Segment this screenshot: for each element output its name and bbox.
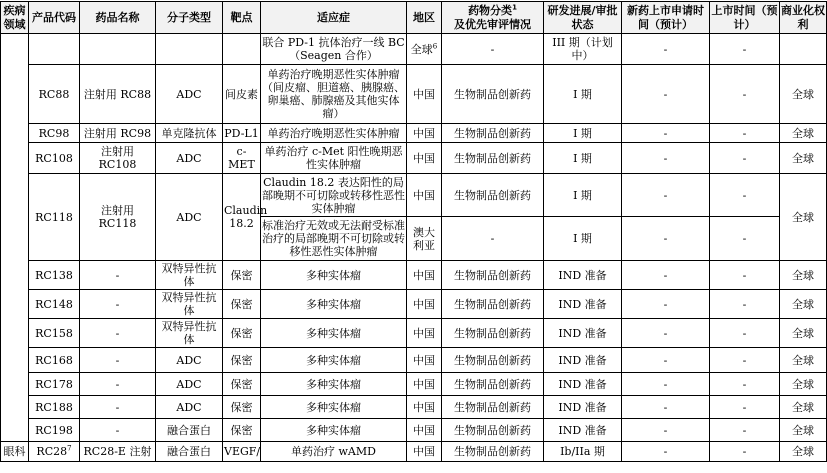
- drug-name-cell: -: [80, 319, 156, 348]
- header-drug-category-footnote: 1: [512, 2, 517, 11]
- drug-name-cell: -: [80, 419, 156, 442]
- nda-cell: -: [622, 319, 710, 348]
- category-cell: 生物制品创新药: [442, 442, 544, 462]
- launch-cell: -: [710, 65, 780, 124]
- rights-cell: 全球: [780, 348, 827, 373]
- launch-cell: -: [710, 174, 780, 217]
- target-cell: 保密: [223, 419, 261, 442]
- category-cell: 生物制品创新药: [442, 261, 544, 290]
- indication-cell: 多种实体瘤: [261, 261, 407, 290]
- nda-cell: -: [622, 174, 710, 217]
- category-cell: 生物制品创新药: [442, 373, 544, 396]
- region-cell: [407, 34, 442, 65]
- target-cell: 保密: [223, 319, 261, 348]
- region-text: 全球: [410, 42, 433, 56]
- table-row: [1, 65, 827, 124]
- pipeline-table: [0, 1, 827, 462]
- indication-cell: 多种实体瘤: [261, 348, 407, 373]
- header-drug-category: [442, 2, 544, 34]
- rights-cell: 全球: [780, 373, 827, 396]
- region-cell: 澳大利亚: [407, 217, 442, 261]
- rights-cell: [780, 34, 827, 65]
- target-cell: PD-L1: [223, 124, 261, 143]
- target-cell: Claudin 18.2: [223, 174, 261, 261]
- target-cell: 间皮素: [223, 65, 261, 124]
- product-code-cell: RC98: [29, 124, 80, 143]
- drug-name-cell: RC28-E 注射: [80, 442, 156, 462]
- nda-cell: -: [622, 65, 710, 124]
- target-cell: VEGF/: [223, 442, 261, 462]
- product-code-cell: [29, 34, 80, 65]
- molecule-type-cell: 双特异性抗体: [156, 319, 223, 348]
- drug-name-cell: 注射用 RC98: [80, 124, 156, 143]
- launch-cell: -: [710, 348, 780, 373]
- drug-name-cell: -: [80, 348, 156, 373]
- launch-cell: -: [710, 217, 780, 261]
- table-row: [1, 124, 827, 143]
- category-cell: 生物制品创新药: [442, 419, 544, 442]
- drug-name-cell: 注射用 RC118: [80, 174, 156, 261]
- drug-name-cell: [80, 34, 156, 65]
- target-cell: 保密: [223, 261, 261, 290]
- status-cell: IND 准备: [544, 319, 622, 348]
- indication-cell: 单药治疗晚期恶性实体肿瘤: [261, 124, 407, 143]
- molecule-type-cell: ADC: [156, 373, 223, 396]
- launch-cell: -: [710, 143, 780, 174]
- rights-cell: 全球: [780, 143, 827, 174]
- rights-cell: 全球: [780, 442, 827, 462]
- launch-cell: -: [710, 373, 780, 396]
- rights-cell: 全球: [780, 124, 827, 143]
- table-row: [1, 143, 827, 174]
- molecule-type-cell: ADC: [156, 65, 223, 124]
- target-cell: 保密: [223, 373, 261, 396]
- header-drug-category-text: 药物分类: [468, 3, 513, 17]
- drug-name-cell: 注射用 RC108: [80, 143, 156, 174]
- category-cell: -: [442, 34, 544, 65]
- molecule-type-cell: 双特异性抗体: [156, 290, 223, 319]
- header-commercial-rights: 商业化权利: [780, 2, 827, 34]
- header-target: 靶点: [223, 2, 261, 34]
- launch-cell: -: [710, 419, 780, 442]
- nda-cell: -: [622, 34, 710, 65]
- status-cell: IND 准备: [544, 419, 622, 442]
- disease-area-cell: 眼科: [1, 442, 29, 462]
- indication-cell: 单药治疗晚期恶性实体肿瘤（间皮瘤、胆道癌、胰腺癌、卵巢癌、肺腺癌及其他实体瘤）: [261, 65, 407, 124]
- category-cell: 生物制品创新药: [442, 319, 544, 348]
- target-cell: c-MET: [223, 143, 261, 174]
- product-code-cell: RC148: [29, 290, 80, 319]
- region-cell: 中国: [407, 373, 442, 396]
- category-cell: 生物制品创新药: [442, 348, 544, 373]
- indication-cell: 多种实体瘤: [261, 373, 407, 396]
- rights-cell: 全球: [780, 174, 827, 261]
- product-code-footnote: 7: [67, 444, 72, 453]
- header-indication: 适应症: [261, 2, 407, 34]
- molecule-type-cell: ADC: [156, 348, 223, 373]
- table-row: [1, 348, 827, 373]
- status-cell: IND 准备: [544, 261, 622, 290]
- status-cell: IND 准备: [544, 290, 622, 319]
- rights-cell: 全球: [780, 261, 827, 290]
- rights-cell: 全球: [780, 419, 827, 442]
- status-cell: Ib/IIa 期: [544, 442, 622, 462]
- launch-cell: -: [710, 319, 780, 348]
- region-footnote: 6: [432, 41, 438, 50]
- status-cell: I 期: [544, 143, 622, 174]
- product-code-cell: RC168: [29, 348, 80, 373]
- table-row: [1, 319, 827, 348]
- nda-cell: -: [622, 396, 710, 419]
- indication-cell: 多种实体瘤: [261, 319, 407, 348]
- product-code-text: RC28: [36, 445, 68, 458]
- indication-cell: 单药治疗 wAMD: [261, 442, 407, 462]
- nda-cell: -: [622, 124, 710, 143]
- launch-cell: -: [710, 261, 780, 290]
- target-cell: 保密: [223, 290, 261, 319]
- header-nda-time: 新药上市申请时间（预计）: [622, 2, 710, 34]
- region-cell: 中国: [407, 261, 442, 290]
- status-cell: IND 准备: [544, 348, 622, 373]
- header-drug-category-subtext: 及优先审评情况: [454, 17, 531, 31]
- region-cell: 中国: [407, 174, 442, 217]
- drug-name-cell: -: [80, 396, 156, 419]
- molecule-type-cell: [156, 34, 223, 65]
- launch-cell: -: [710, 290, 780, 319]
- region-cell: 中国: [407, 124, 442, 143]
- launch-cell: -: [710, 396, 780, 419]
- header-row: [1, 2, 827, 34]
- nda-cell: -: [622, 442, 710, 462]
- region-cell: 中国: [407, 419, 442, 442]
- target-cell: 保密: [223, 348, 261, 373]
- product-code-cell: [29, 442, 80, 462]
- region-cell: 中国: [407, 65, 442, 124]
- drug-name-cell: 注射用 RC88: [80, 65, 156, 124]
- category-cell: 生物制品创新药: [442, 143, 544, 174]
- table-row: [1, 419, 827, 442]
- region-cell: 中国: [407, 143, 442, 174]
- nda-cell: -: [622, 143, 710, 174]
- indication-cell: 多种实体瘤: [261, 396, 407, 419]
- category-cell: 生物制品创新药: [442, 396, 544, 419]
- product-code-cell: RC108: [29, 143, 80, 174]
- nda-cell: -: [622, 290, 710, 319]
- indication-cell: Claudin 18.2 表达阳性的局部晚期不可切除或转移性恶性实体肿瘤: [262, 175, 405, 215]
- category-cell: 生物制品创新药: [442, 290, 544, 319]
- region-cell: 中国: [407, 396, 442, 419]
- nda-cell: -: [622, 348, 710, 373]
- indication-cell: 联合 PD-1 抗体治疗一线 BC（Seagen 合作）: [261, 34, 407, 65]
- indication-cell: 单药治疗 c-Met 阳性晚期恶性实体肿瘤: [261, 143, 407, 174]
- nda-cell: -: [622, 217, 710, 261]
- product-code-cell: RC118: [29, 174, 80, 261]
- category-cell: 生物制品创新药: [442, 65, 544, 124]
- header-region: 地区: [407, 2, 442, 34]
- product-code-cell: RC158: [29, 319, 80, 348]
- drug-name-cell: -: [80, 261, 156, 290]
- header-product-code: 产品代码: [29, 2, 80, 34]
- molecule-type-cell: 融合蛋白: [156, 419, 223, 442]
- target-cell: [223, 34, 261, 65]
- nda-cell: -: [622, 419, 710, 442]
- table-row: [1, 261, 827, 290]
- product-code-cell: RC178: [29, 373, 80, 396]
- target-cell: 保密: [223, 396, 261, 419]
- molecule-type-cell: ADC: [156, 174, 223, 261]
- launch-cell: -: [710, 124, 780, 143]
- product-code-cell: RC88: [29, 65, 80, 124]
- indication-cell: 标准治疗无效或无法耐受标准治疗的局部晚期不可切除或转移性恶性实体肿瘤: [261, 217, 407, 261]
- header-launch-time: 上市时间（预计）: [710, 2, 780, 34]
- molecule-type-cell: 单克隆抗体: [156, 124, 223, 143]
- header-drug-name: 药品名称: [80, 2, 156, 34]
- status-cell: III 期（计划中）: [544, 34, 622, 65]
- molecule-type-cell: 双特异性抗体: [156, 261, 223, 290]
- table-row: [1, 290, 827, 319]
- category-cell: -: [442, 217, 544, 261]
- header-molecule-type: 分子类型: [156, 2, 223, 34]
- status-cell: IND 准备: [544, 396, 622, 419]
- rights-cell: 全球: [780, 396, 827, 419]
- rights-cell: 全球: [780, 290, 827, 319]
- status-cell: I 期: [544, 124, 622, 143]
- molecule-type-cell: ADC: [156, 396, 223, 419]
- product-code-cell: RC138: [29, 261, 80, 290]
- region-cell: 中国: [407, 348, 442, 373]
- region-cell: 中国: [407, 442, 442, 462]
- molecule-type-cell: 融合蛋白: [156, 442, 223, 462]
- category-cell: 生物制品创新药: [442, 124, 544, 143]
- launch-cell: -: [710, 442, 780, 462]
- header-rd-status: 研发进展/审批状态: [544, 2, 622, 34]
- region-cell: 中国: [407, 290, 442, 319]
- disease-area-cell: [1, 34, 29, 442]
- status-cell: IND 准备: [544, 373, 622, 396]
- rights-cell: 全球: [780, 65, 827, 124]
- table-row: [1, 34, 827, 65]
- product-code-cell: RC198: [29, 419, 80, 442]
- indication-cell: 多种实体瘤: [261, 290, 407, 319]
- indication-cell: 多种实体瘤: [261, 419, 407, 442]
- category-cell: 生物制品创新药: [442, 174, 544, 217]
- product-code-cell: RC188: [29, 396, 80, 419]
- nda-cell: -: [622, 373, 710, 396]
- table-row: [1, 442, 827, 462]
- table-row: [1, 373, 827, 396]
- status-cell: I 期: [544, 174, 622, 217]
- rights-cell: 全球: [780, 319, 827, 348]
- header-disease-area: 疾病领域: [1, 2, 29, 34]
- nda-cell: -: [622, 261, 710, 290]
- launch-cell: -: [710, 34, 780, 65]
- molecule-type-cell: ADC: [156, 143, 223, 174]
- region-cell: 中国: [407, 319, 442, 348]
- status-cell: I 期: [544, 217, 622, 261]
- table-row: [1, 396, 827, 419]
- drug-name-cell: -: [80, 290, 156, 319]
- drug-name-cell: -: [80, 373, 156, 396]
- status-cell: I 期: [544, 65, 622, 124]
- table-row: [1, 174, 827, 217]
